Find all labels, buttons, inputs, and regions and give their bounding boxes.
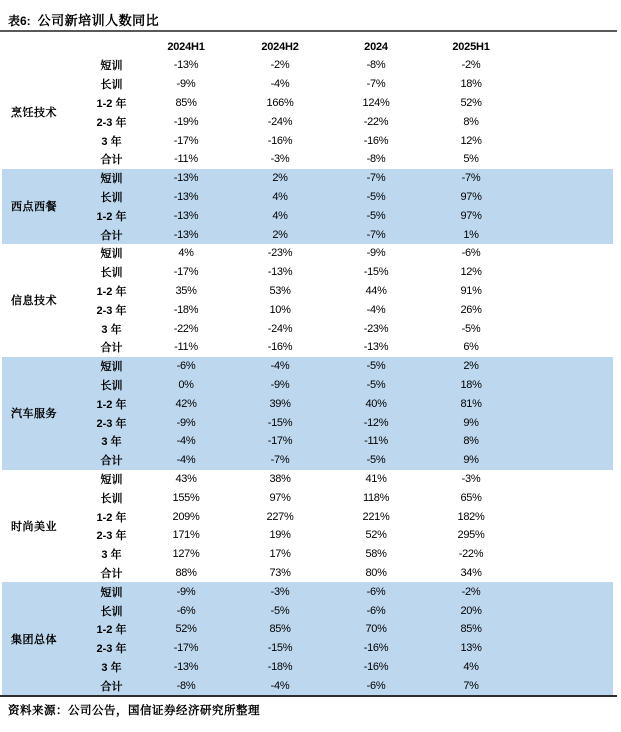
value-cell: 227% bbox=[266, 510, 294, 523]
value-cell: 118% bbox=[362, 491, 390, 504]
value-cell: -11% bbox=[174, 153, 198, 166]
value-cell: -23% bbox=[363, 322, 389, 335]
value-cell: 97% bbox=[460, 190, 482, 203]
value-cell: 88% bbox=[175, 566, 197, 579]
value-cell: 209% bbox=[172, 510, 200, 523]
top-divider bbox=[0, 30, 617, 32]
table-row bbox=[83, 676, 613, 695]
table-row bbox=[83, 620, 613, 639]
table-row bbox=[83, 451, 613, 470]
column-header: 2025H1 bbox=[452, 41, 490, 53]
value-cell: 8% bbox=[463, 435, 479, 448]
row-label: 3 年 bbox=[101, 549, 122, 562]
value-cell: -24% bbox=[267, 322, 293, 335]
row-label: 短训 bbox=[100, 361, 123, 374]
table-row bbox=[83, 376, 613, 395]
value-cell: 38% bbox=[269, 472, 291, 485]
value-cell: 4% bbox=[178, 247, 194, 260]
value-cell: -9% bbox=[270, 378, 290, 391]
value-cell: -2% bbox=[461, 585, 481, 598]
row-label: 3 年 bbox=[101, 135, 122, 148]
value-cell: 166% bbox=[266, 96, 294, 109]
group-rows bbox=[83, 470, 613, 583]
value-cell: 12% bbox=[460, 266, 482, 279]
table-row bbox=[83, 112, 613, 131]
value-cell: -2% bbox=[461, 59, 481, 72]
row-label: 3 年 bbox=[101, 661, 122, 674]
value-cell: -7% bbox=[366, 172, 386, 185]
value-cell: 52% bbox=[365, 529, 387, 542]
table-row bbox=[83, 507, 613, 526]
value-cell: 65% bbox=[460, 491, 482, 504]
value-cell: -12% bbox=[363, 416, 389, 429]
value-cell: 124% bbox=[362, 96, 390, 109]
table-row bbox=[83, 131, 613, 150]
value-cell: 43% bbox=[175, 472, 197, 485]
table-row bbox=[83, 169, 613, 188]
row-label: 1-2 年 bbox=[96, 624, 127, 637]
row-label: 3 年 bbox=[101, 436, 122, 449]
table-row bbox=[83, 582, 613, 601]
table-row bbox=[83, 601, 613, 620]
group-rows bbox=[83, 169, 613, 244]
table-group bbox=[2, 470, 613, 583]
value-cell: 1% bbox=[463, 228, 479, 241]
group-label: 西点西餐 bbox=[11, 201, 57, 214]
row-label: 2-3 年 bbox=[96, 643, 127, 656]
row-label: 2-3 年 bbox=[96, 304, 127, 317]
value-cell: -4% bbox=[176, 454, 196, 467]
row-label: 合计 bbox=[100, 567, 123, 580]
group-rows bbox=[83, 244, 613, 357]
value-cell: 34% bbox=[460, 566, 482, 579]
row-label: 长训 bbox=[100, 492, 123, 505]
value-cell: 52% bbox=[175, 623, 197, 636]
table-row bbox=[83, 658, 613, 677]
row-label: 短训 bbox=[100, 248, 123, 261]
value-cell: -8% bbox=[176, 679, 196, 692]
value-cell: -13% bbox=[173, 190, 199, 203]
value-cell: 171% bbox=[172, 529, 200, 542]
value-cell: -13% bbox=[173, 59, 199, 72]
table-row bbox=[83, 394, 613, 413]
value-cell: -13% bbox=[363, 341, 389, 354]
value-cell: -16% bbox=[363, 642, 389, 655]
row-label: 3 年 bbox=[101, 323, 122, 336]
value-cell: 12% bbox=[460, 134, 482, 147]
value-cell: 39% bbox=[269, 397, 291, 410]
row-label: 短训 bbox=[100, 60, 123, 73]
value-cell: -24% bbox=[267, 115, 293, 128]
value-cell: 4% bbox=[463, 660, 479, 673]
row-label: 长训 bbox=[100, 191, 123, 204]
table-row bbox=[83, 488, 613, 507]
table-body bbox=[2, 56, 613, 695]
row-label: 1-2 年 bbox=[96, 285, 127, 298]
value-cell: 13% bbox=[460, 642, 482, 655]
value-cell: -4% bbox=[270, 679, 290, 692]
value-cell: 80% bbox=[365, 566, 387, 579]
value-cell: 97% bbox=[269, 491, 291, 504]
value-cell: -22% bbox=[173, 322, 199, 335]
table-group bbox=[2, 56, 613, 169]
row-label: 合计 bbox=[100, 455, 123, 468]
value-cell: -7% bbox=[461, 172, 481, 185]
value-cell: -17% bbox=[173, 134, 199, 147]
value-cell: -5% bbox=[461, 322, 481, 335]
table-row bbox=[83, 282, 613, 301]
value-cell: 9% bbox=[463, 416, 479, 429]
table-row bbox=[83, 75, 613, 94]
table-group bbox=[2, 244, 613, 357]
value-cell: 26% bbox=[460, 303, 482, 316]
value-cell: 40% bbox=[365, 397, 387, 410]
row-label: 短训 bbox=[100, 173, 123, 186]
value-cell: 19% bbox=[269, 529, 291, 542]
table-title: 公司新培训人数同比 bbox=[37, 13, 160, 28]
value-cell: -19% bbox=[173, 115, 199, 128]
value-cell: 2% bbox=[272, 228, 288, 241]
value-cell: -6% bbox=[461, 247, 481, 260]
table-group bbox=[2, 169, 613, 244]
value-cell: -15% bbox=[363, 266, 389, 279]
table-row bbox=[83, 300, 613, 319]
row-label: 长训 bbox=[100, 79, 123, 92]
table-row bbox=[83, 526, 613, 545]
value-cell: -13% bbox=[267, 266, 293, 279]
value-cell: -3% bbox=[270, 153, 290, 166]
row-label: 2-3 年 bbox=[96, 530, 127, 543]
value-cell: 127% bbox=[172, 548, 200, 561]
group-label: 信息技术 bbox=[11, 295, 57, 308]
value-cell: 81% bbox=[460, 397, 482, 410]
value-cell: -5% bbox=[366, 378, 386, 391]
value-cell: -6% bbox=[176, 604, 196, 617]
row-label: 长训 bbox=[100, 379, 123, 392]
group-rows bbox=[83, 357, 613, 470]
value-cell: 18% bbox=[460, 78, 482, 91]
value-cell: 91% bbox=[460, 284, 482, 297]
value-cell: -13% bbox=[173, 172, 199, 185]
header-spacer bbox=[2, 38, 140, 56]
value-cell: -17% bbox=[267, 435, 293, 448]
value-cell: -5% bbox=[366, 190, 386, 203]
value-cell: -3% bbox=[270, 585, 290, 598]
value-cell: -5% bbox=[366, 209, 386, 222]
value-cell: -6% bbox=[366, 585, 386, 598]
row-label: 1-2 年 bbox=[96, 398, 127, 411]
table-row bbox=[83, 413, 613, 432]
value-cell: 6% bbox=[463, 341, 479, 354]
row-label: 短训 bbox=[100, 586, 123, 599]
row-label: 2-3 年 bbox=[96, 417, 127, 430]
header-row bbox=[2, 38, 613, 56]
table-row bbox=[83, 56, 613, 75]
value-cell: -17% bbox=[173, 266, 199, 279]
group-rows bbox=[83, 56, 613, 169]
value-cell: -15% bbox=[267, 642, 293, 655]
value-cell: -9% bbox=[176, 416, 196, 429]
table-row bbox=[83, 357, 613, 376]
table-row bbox=[83, 263, 613, 282]
value-cell: -16% bbox=[267, 134, 293, 147]
row-label: 短训 bbox=[100, 473, 123, 486]
value-cell: -18% bbox=[267, 660, 293, 673]
table-row bbox=[83, 432, 613, 451]
row-label: 1-2 年 bbox=[96, 97, 127, 110]
table-row bbox=[83, 150, 613, 169]
value-cell: 58% bbox=[365, 548, 387, 561]
value-cell: -8% bbox=[366, 153, 386, 166]
value-cell: -2% bbox=[270, 59, 290, 72]
value-cell: 155% bbox=[172, 491, 200, 504]
row-label: 1-2 年 bbox=[96, 210, 127, 223]
value-cell: 17% bbox=[269, 548, 291, 561]
row-label: 长训 bbox=[100, 605, 123, 618]
value-cell: 73% bbox=[269, 566, 291, 579]
value-cell: 295% bbox=[457, 529, 485, 542]
table-caption bbox=[8, 10, 159, 30]
value-cell: 70% bbox=[365, 623, 387, 636]
table-row bbox=[83, 338, 613, 357]
value-cell: -17% bbox=[173, 642, 199, 655]
table-group bbox=[2, 582, 613, 695]
value-cell: -5% bbox=[366, 360, 386, 373]
group-label: 汽车服务 bbox=[11, 408, 57, 421]
table-row bbox=[83, 639, 613, 658]
group-label: 集团总体 bbox=[11, 633, 57, 646]
table-number: 表6: bbox=[8, 14, 31, 28]
table-group bbox=[2, 357, 613, 470]
value-cell: 4% bbox=[272, 190, 288, 203]
value-cell: -6% bbox=[366, 604, 386, 617]
group-label: 烹饪技术 bbox=[11, 107, 57, 120]
value-cell: -4% bbox=[270, 360, 290, 373]
value-cell: -22% bbox=[363, 115, 389, 128]
value-cell: -11% bbox=[174, 341, 198, 354]
value-cell: 52% bbox=[460, 96, 482, 109]
column-header: 2024H2 bbox=[261, 41, 299, 53]
value-cell: -13% bbox=[173, 209, 199, 222]
row-label: 1-2 年 bbox=[96, 511, 127, 524]
table-row bbox=[83, 564, 613, 583]
value-cell: 182% bbox=[457, 510, 485, 523]
table-row bbox=[83, 244, 613, 263]
value-cell: 0% bbox=[178, 378, 194, 391]
value-cell: 41% bbox=[365, 472, 387, 485]
row-label: 长训 bbox=[100, 267, 123, 280]
value-cell: -22% bbox=[458, 548, 484, 561]
value-cell: -7% bbox=[366, 228, 386, 241]
value-cell: -4% bbox=[270, 78, 290, 91]
value-cell: 7% bbox=[463, 679, 479, 692]
row-label: 合计 bbox=[100, 229, 123, 242]
value-cell: -7% bbox=[366, 78, 386, 91]
group-label: 时尚美业 bbox=[11, 520, 57, 533]
group-rows bbox=[83, 582, 613, 695]
value-cell: -23% bbox=[267, 247, 293, 260]
table-row bbox=[83, 188, 613, 207]
value-cell: -16% bbox=[363, 134, 389, 147]
value-cell: -9% bbox=[366, 247, 386, 260]
row-label: 合计 bbox=[100, 680, 123, 693]
value-cell: 2% bbox=[463, 360, 479, 373]
table-row bbox=[83, 94, 613, 113]
value-cell: 97% bbox=[460, 209, 482, 222]
value-cell: 85% bbox=[269, 623, 291, 636]
value-cell: -4% bbox=[366, 303, 386, 316]
value-cell: -9% bbox=[176, 78, 196, 91]
value-cell: 2% bbox=[272, 172, 288, 185]
value-cell: -5% bbox=[270, 604, 290, 617]
value-cell: 85% bbox=[175, 96, 197, 109]
value-cell: -9% bbox=[176, 585, 196, 598]
column-header: 2024 bbox=[364, 41, 388, 53]
value-cell: -15% bbox=[267, 416, 293, 429]
value-cell: -13% bbox=[173, 660, 199, 673]
value-cell: -6% bbox=[366, 679, 386, 692]
table-row bbox=[83, 225, 613, 244]
value-cell: -8% bbox=[366, 59, 386, 72]
value-cell: 53% bbox=[269, 284, 291, 297]
value-cell: 9% bbox=[463, 454, 479, 467]
value-cell: 35% bbox=[175, 284, 197, 297]
value-cell: 8% bbox=[463, 115, 479, 128]
value-cell: -18% bbox=[173, 303, 199, 316]
table-row bbox=[83, 319, 613, 338]
value-cell: 221% bbox=[362, 510, 390, 523]
source-note: 资料来源：公司公告，国信证券经济研究所整理 bbox=[8, 705, 260, 717]
value-cell: 85% bbox=[460, 623, 482, 636]
value-cell: -3% bbox=[461, 472, 481, 485]
row-label: 合计 bbox=[100, 342, 123, 355]
value-cell: 42% bbox=[175, 397, 197, 410]
value-cell: -5% bbox=[366, 454, 386, 467]
value-cell: 20% bbox=[460, 604, 482, 617]
table-row bbox=[83, 545, 613, 564]
column-header: 2024H1 bbox=[167, 41, 205, 53]
value-cell: -16% bbox=[363, 660, 389, 673]
table-row bbox=[83, 470, 613, 489]
bottom-divider bbox=[0, 695, 617, 697]
value-cell: 4% bbox=[272, 209, 288, 222]
value-cell: -11% bbox=[364, 435, 388, 448]
value-cell: -4% bbox=[176, 435, 196, 448]
value-cell: 5% bbox=[463, 153, 479, 166]
value-cell: 18% bbox=[460, 378, 482, 391]
value-cell: 10% bbox=[269, 303, 291, 316]
value-cell: -16% bbox=[267, 341, 293, 354]
value-cell: -13% bbox=[173, 228, 199, 241]
row-label: 合计 bbox=[100, 154, 123, 167]
table-row bbox=[83, 206, 613, 225]
value-cell: 44% bbox=[365, 284, 387, 297]
row-label: 2-3 年 bbox=[96, 116, 127, 129]
value-cell: -6% bbox=[176, 360, 196, 373]
value-cell: -7% bbox=[270, 454, 290, 467]
